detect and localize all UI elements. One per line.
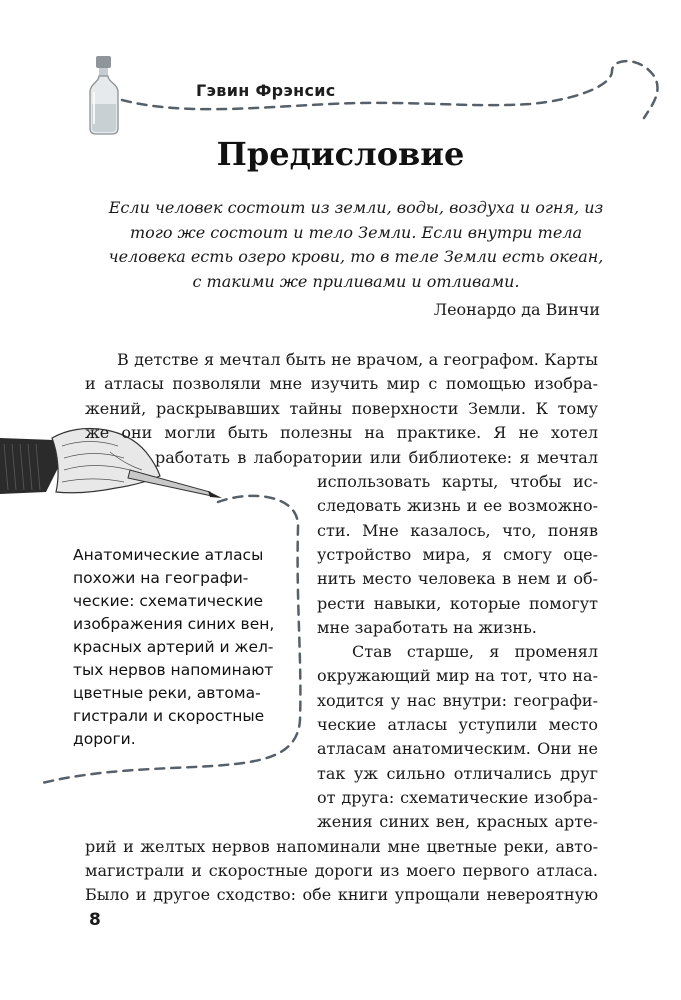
body-line: жения синих вен, красных арте- xyxy=(317,812,598,831)
author-header: Гэвин Фрэнсис xyxy=(196,81,336,100)
body-line: так уж сильно отличались друг xyxy=(317,764,598,783)
body-line: ходится у нас внутри: географи- xyxy=(317,691,598,710)
body-line: устройство мира, я смогу оце- xyxy=(317,545,598,564)
epigraph-author: Леонардо да Винчи xyxy=(433,300,600,319)
sidebar-line: Анатомические атласы xyxy=(73,546,264,564)
body-line: от друга: схематические изобра- xyxy=(317,788,598,807)
body-line: сти. Мне казалось, что, поняв xyxy=(317,521,598,540)
body-line: Было и другое сходство: обе книги упрощали невероятную xyxy=(85,885,598,904)
sidebar-line: гистрали и скоростные xyxy=(73,707,265,725)
sidebar-line: тых нервов напоминают xyxy=(73,661,274,679)
body-line: работать в лаборатории или библиотеке: я мечтал xyxy=(155,448,598,467)
chapter-title: Предисловие xyxy=(216,135,465,173)
sidebar-line: дороги. xyxy=(73,730,136,748)
body-line: нить место человека в нем и об- xyxy=(317,569,598,588)
body-line: использовать карты, чтобы ис- xyxy=(317,472,598,491)
page-number: 8 xyxy=(89,910,101,930)
body-line: окружающий мир на тот, что на- xyxy=(317,666,598,685)
sidebar-line: цветные реки, автома- xyxy=(73,684,261,702)
body-line: жений, раскрывавших тайны поверхности Земли. К тому xyxy=(85,399,598,418)
body-line: и атласы позволяли мне изучить мир с помощью изобра- xyxy=(85,374,598,393)
body-line: В детстве я мечтал быть не врачом, а географом. Карты xyxy=(117,350,598,369)
body-line: магистрали и скоростные дороги из моего первого атласа. xyxy=(85,861,598,880)
body-line: мне заработать на жизнь. xyxy=(317,618,537,637)
body-line: рести навыки, которые помогут xyxy=(317,594,598,613)
sidebar-line: красных артерий и жел- xyxy=(73,638,274,656)
sidebar-line: ческие: схематические xyxy=(73,592,264,610)
body-line: атласам анатомическим. Они не xyxy=(317,739,598,758)
body-line: рий и желтых нервов напоминали мне цветные реки, авто- xyxy=(85,837,598,856)
body-line: ческие атласы уступили место xyxy=(317,715,598,734)
body-line: же они могли быть полезны на практике. Я не хотел xyxy=(85,423,598,442)
sidebar-line: похожи на географи- xyxy=(73,569,249,587)
bottle-illustration xyxy=(90,56,118,134)
body-line: следовать жизнь и ее возможно- xyxy=(317,496,598,515)
sidebar-line: изображения синих вен, xyxy=(73,615,275,633)
body-line: Став старше, я променял xyxy=(352,642,598,661)
epigraph-quote: Если человек состоит из земли, воды, воздуха и огня, из того же состоит и тело Земли. Если внутри тела человека есть озеро крови, то в теле Земли есть океан, с такими же приливами и отливами. xyxy=(108,198,604,291)
